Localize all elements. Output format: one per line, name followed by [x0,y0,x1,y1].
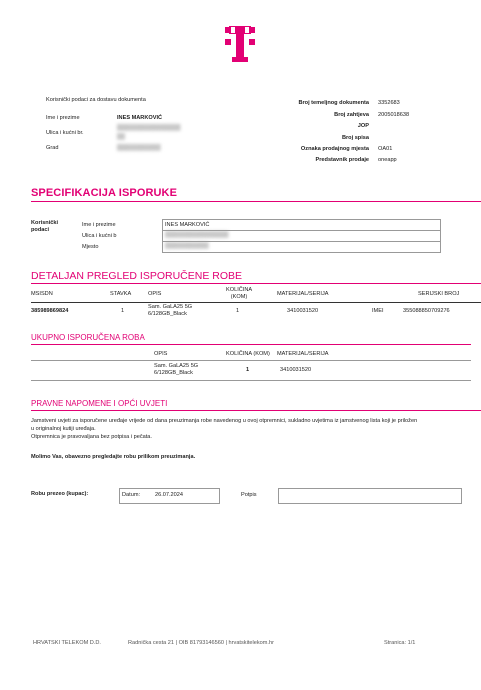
col-kolicina-1: KOLIČINA [226,287,253,293]
footer-page: Stranica: 1/1 [384,640,416,646]
spec-divider [31,201,481,202]
file-label: Broj spisa [341,135,369,141]
user-data-label-1: Korisnički [31,220,59,226]
total-col-materijal: MATERIJAL/SERIJA [277,351,329,357]
col-materijal: MATERIJAL/SERIJA [277,291,329,297]
basic-doc-label: Broj temeljnog dokumenta [298,100,369,106]
spec-place-label: Mjesto [82,244,99,250]
redacted-street: ████████████████ [117,125,181,131]
detail-divider [31,283,481,284]
legal-title: PRAVNE NAPOMENE I OPĆI UVJETI [31,399,168,408]
total-row-opis-1: Sam. GaLA25 5G [154,363,199,369]
row-kolicina: 1 [236,308,240,314]
delivery-name-label: Ime i prezime [46,115,80,121]
total-row-opis-2: 6/128GB_Black [154,370,193,376]
spec-box-bottom [162,252,441,253]
detail-header-rule [31,302,481,303]
delivery-street-label: Ulica i kućni br. [46,130,84,136]
col-stavka: STAVKA [110,291,132,297]
delivery-name-value: INES MARKOVIĆ [117,115,163,121]
signature-box[interactable] [278,488,462,504]
row-serijski: 355088850709276 [403,308,450,314]
row-msisdn: 385989869824 [31,308,69,314]
delivery-city-label: Grad [46,145,59,151]
sign-label: Potpis [241,492,257,498]
user-data-label-2: podaci [31,227,50,233]
outlet-value: OA01 [378,146,393,152]
spec-name-label: Ime i prezime [82,222,116,228]
col-serijski: SERIJSKI BROJ [418,291,460,297]
row-stavka: 1 [121,308,125,314]
redacted-city: ███████████ [117,145,161,151]
spec-box-top [162,219,441,220]
delivery-section-label: Korisnički podaci za dostavu dokumenta [46,97,146,103]
rep-value: oneapp [378,157,397,163]
spec-box-line1 [162,230,441,231]
row-materijal: 3410031520 [287,308,319,314]
spec-street-label: Ulica i kućni b [82,233,117,239]
row-opis-2: 6/128GB_Black [148,311,187,317]
redacted-spec-street: ████████████████ [165,232,229,238]
spec-box-right [440,219,441,253]
row-imei-label: IMEI [372,308,384,314]
total-row-materijal: 3410031520 [280,367,312,373]
legal-p1: Jamstveni uvjeti za isporučene uređaje vrijede od dana preuzimanja robe navedenog u ovoj otpremnici, sukladno uvjetima iz jamstvenog lista koji je priložen [31,418,418,424]
col-msisdn: MSISDN [31,291,53,297]
legal-divider [31,410,481,411]
legal-p4: Molimo Vas, obavezno pregledajte robu prilikom preuzimanja. [31,454,196,460]
total-row-kolicina: 1 [246,367,250,373]
date-value: 26.07.2024 [155,492,183,498]
total-title: UKUPNO ISPORUČENA ROBA [31,333,145,342]
redacted-number: ██ [117,134,125,140]
spec-box-left [162,219,163,253]
detail-title [31,270,242,282]
footer-company: HRVATSKI TELEKOM D.D. [33,640,101,646]
col-opis: OPIS [148,291,162,297]
footer-address: Radnička cesta 21 | OIB 81793146560 | hrvatskitelekom.hr [128,640,274,646]
detail-title-text: DETALJAN PREGLED ISPORUČENE ROBE [31,270,243,282]
spec-box-line2 [162,241,441,242]
total-divider [31,344,471,345]
request-value: 2005018638 [378,112,410,118]
total-header-rule [31,360,471,361]
receipt-label: Robu prezeo (kupac): [31,491,89,497]
outlet-label: Oznaka prodajnog mjesta [300,146,369,152]
row-opis-1: Sam. GaLA25 5G [148,304,193,310]
telekom-t-logo-icon [225,24,255,64]
jop-label: JOP [357,123,369,129]
spec-name-value: INES MARKOVIĆ [165,222,210,228]
total-bottom-rule [31,380,471,381]
redacted-spec-place: ███████████ [165,243,209,249]
date-label: Datum: [122,492,141,498]
request-label: Broj zahtjeva [334,112,369,118]
legal-p3: Otpremnica je pravovaljana bez potpisa i pečata. [31,434,152,440]
total-col-opis: OPIS [154,351,168,357]
rep-label: Predstavnik prodaje [315,157,369,163]
total-col-kolicina: KOLIČINA (KOM) [226,351,270,357]
col-kolicina-2: (KOM) [230,294,248,300]
spec-title: SPECIFIKACIJA ISPORUKE [31,187,178,199]
legal-p2: u originalnoj kutiji uređaja. [31,426,96,432]
basic-doc-value: 3352683 [378,100,400,106]
